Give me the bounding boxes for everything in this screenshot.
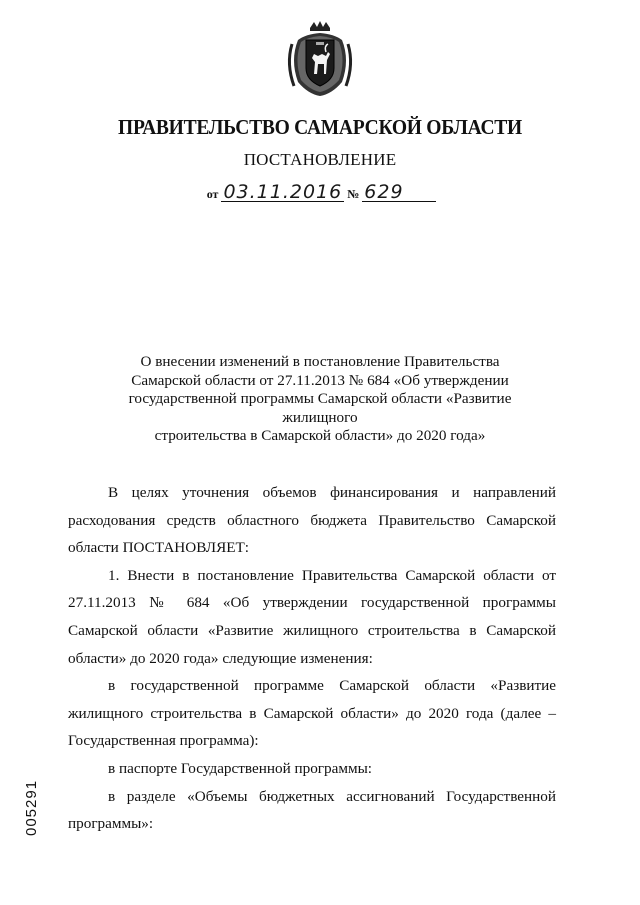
date-number-line [0, 183, 640, 202]
body-paragraph: в государственной программе Самарской области «Развитие жилищного строительства в Самарской области» до 2020 года (далее – Государственная программа): [68, 677, 556, 750]
document-date: 03.11.2016 [223, 181, 343, 203]
body-paragraph: в разделе «Объемы бюджетных ассигнований Государственной программы»: [68, 787, 556, 833]
body-paragraph: в паспорте Государственной программы: [108, 759, 373, 777]
body-paragraph: 1. Внести в постановление Правительства Самарской области от 27.11.2013 № 684 «Об утверждении государственной программы Самарской области «Развитие жилищного строительства в Самарской области» до 2020 года» следующие изменения: [68, 566, 556, 667]
samara-coat-of-arms-icon [284, 20, 356, 98]
government-title: ПРАВИТЕЛЬСТВО САМАРСКОЙ ОБЛАСТИ [118, 115, 522, 139]
body-paragraph: В целях уточнения объемов финансирования и направлений расходования средств областного бюджета Правительство Самарской области ПОСТАНОВЛЯЕТ: [68, 484, 556, 557]
number-prefix: № [347, 187, 360, 201]
subject-line: строительства в Самарской области» до 2020 года» [154, 427, 486, 444]
document-subject [100, 353, 540, 446]
subject-line: государственной программы Самарской области «Развитие жилищного [128, 390, 512, 426]
document-type: ПОСТАНОВЛЕНИЕ [243, 150, 397, 169]
side-registration-code: 005291 [23, 779, 40, 836]
date-prefix: от [206, 187, 219, 201]
document-number: 629 [362, 183, 436, 202]
subject-line: О внесении изменений в постановление Правительства [140, 353, 500, 370]
document-body [68, 479, 556, 838]
subject-line: Самарской области от 27.11.2013 № 684 «Об утверждении [131, 371, 509, 389]
